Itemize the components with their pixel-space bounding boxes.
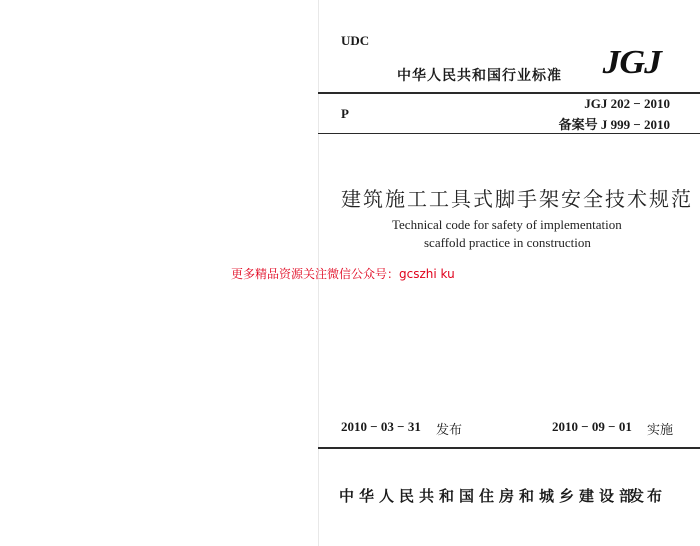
category-mark: P xyxy=(341,106,349,121)
title-english-line-1: Technical code for safety of implementation xyxy=(392,217,622,232)
publisher-name: 中华人民共和国住房和城乡建设部 xyxy=(339,487,640,505)
filing-number: 备案号 J 999 − 2010 xyxy=(558,117,670,132)
header-rule xyxy=(318,92,700,94)
header-bottom-rule xyxy=(318,133,700,134)
title-chinese: 建筑施工工具式脚手架安全技术规范 xyxy=(341,189,693,211)
implementation-label: 实施 xyxy=(647,423,674,438)
publisher-action: 发布 xyxy=(629,487,666,505)
issue-date: 2010 − 03 − 31 xyxy=(341,419,421,434)
standard-number: JGJ 202 − 2010 xyxy=(584,96,670,111)
issue-label: 发布 xyxy=(436,423,463,438)
date-rule xyxy=(318,447,700,449)
implementation-date: 2010 − 09 − 01 xyxy=(552,419,632,434)
udc-label: UDC xyxy=(341,33,370,48)
wechat-notice: 更多精品资源关注微信公众号：gcszhi ku xyxy=(231,267,455,281)
title-english-line-2: scaffold practice in construction xyxy=(424,235,591,250)
industry-standard-heading: 中华人民共和国行业标准 xyxy=(397,68,562,84)
jgj-logo: JGJ xyxy=(602,44,661,81)
